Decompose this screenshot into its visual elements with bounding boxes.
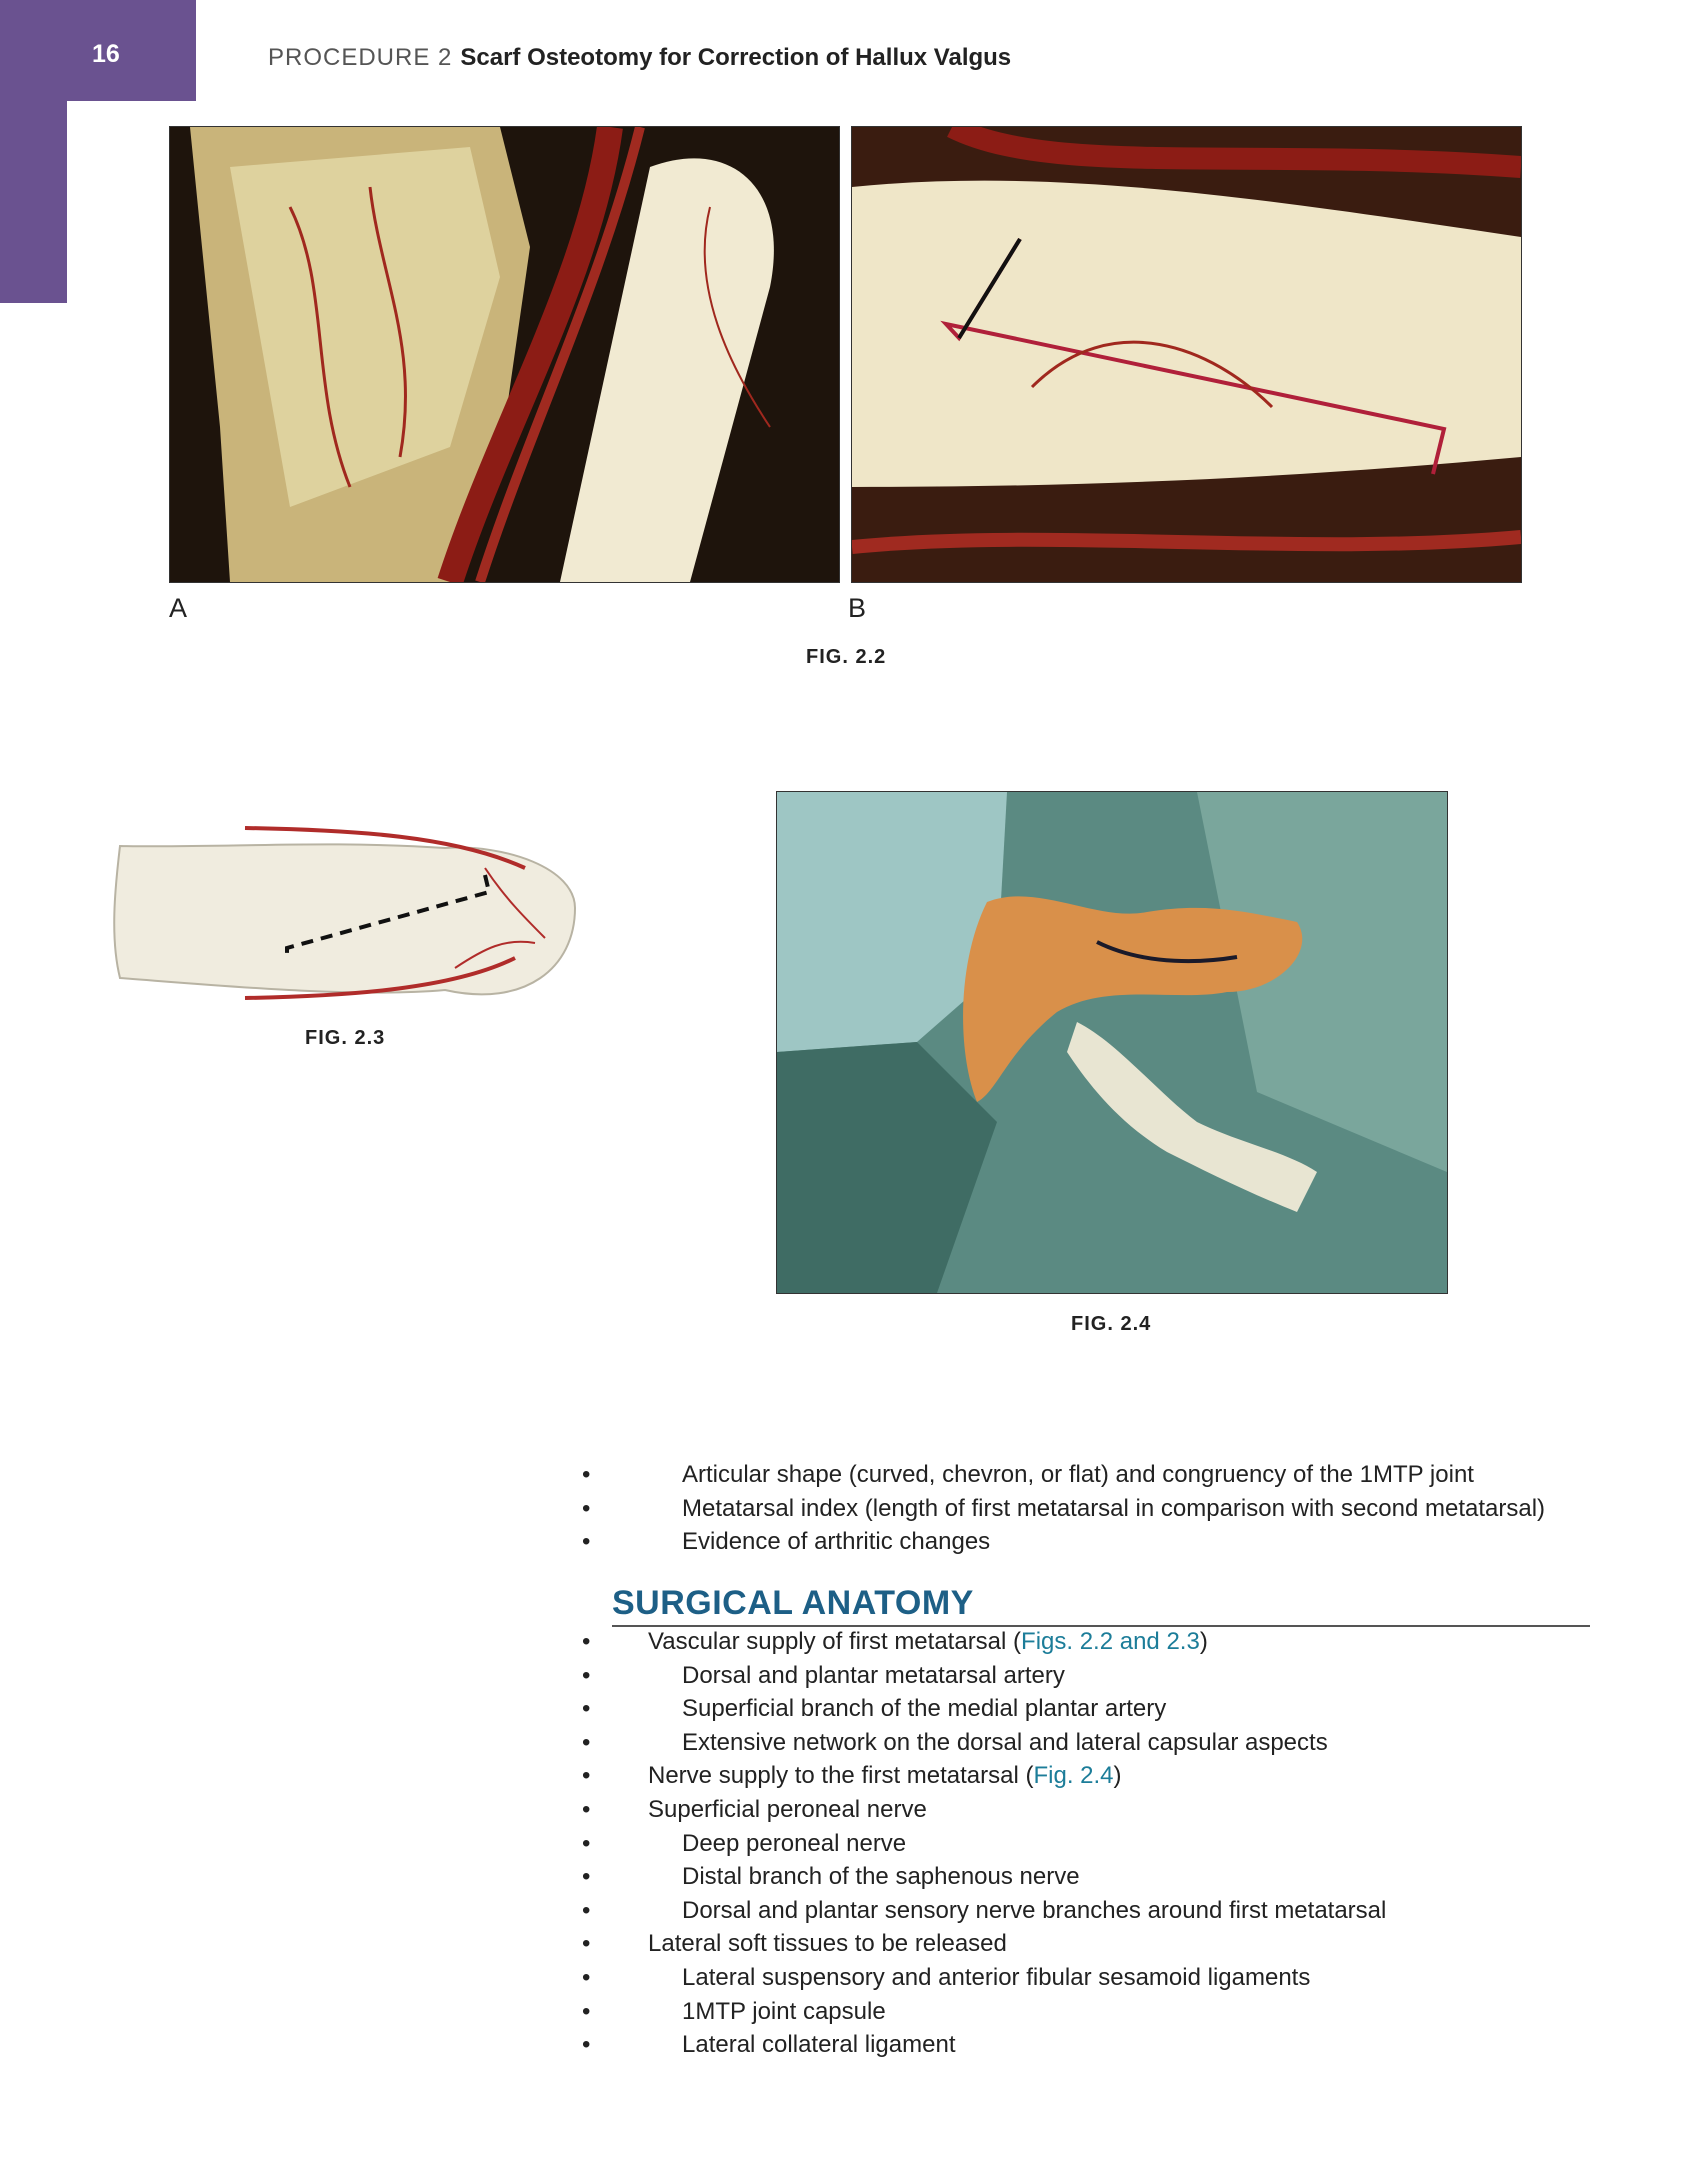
- list-item-vascular: [612, 1625, 1592, 1659]
- assessment-list: [612, 1458, 1592, 1559]
- figure-reference-link[interactable]: Fig. 2.4: [1033, 1762, 1114, 1790]
- fig-2-4-caption: FIG. 2.4: [1071, 1313, 1152, 1335]
- list-item: • Superficial branch of the medial plantar artery: [612, 1692, 1592, 1726]
- procedure-title: Scarf Osteotomy for Correction of Hallux Valgus: [460, 44, 1012, 71]
- nerve-close: ): [1113, 1762, 1122, 1790]
- list-item: • 1MTP joint capsule: [612, 1995, 1592, 2029]
- surgical-anatomy-list: [612, 1625, 1592, 2062]
- list-item: • Evidence of arthritic changes: [612, 1525, 1592, 1559]
- list-item: • Extensive network on the dorsal and lateral capsular aspects: [612, 1726, 1592, 1760]
- fig-2-2b-photo: [851, 126, 1522, 583]
- fig-2-4-photo: [776, 791, 1448, 1294]
- fig-2-2-panel-b-label: B: [848, 593, 867, 623]
- list-item: • Lateral suspensory and anterior fibular sesamoid ligaments: [612, 1961, 1592, 1995]
- vascular-close: ): [1199, 1628, 1208, 1655]
- list-item: • Dorsal and plantar sensory nerve branches around first metatarsal: [612, 1894, 1592, 1928]
- section-heading: SURGICAL ANATOMY: [612, 1583, 1590, 1627]
- list-item: • Dorsal and plantar metatarsal artery: [612, 1659, 1592, 1693]
- procedure-label: PROCEDURE 2: [268, 44, 453, 71]
- running-head: [268, 44, 1011, 72]
- list-item: • Deep peroneal nerve: [612, 1827, 1592, 1861]
- figure-reference-link[interactable]: Figs. 2.2 and 2.3: [1021, 1628, 1200, 1655]
- list-item: • Lateral collateral ligament: [612, 2028, 1592, 2062]
- list-item: • Articular shape (curved, chevron, or flat) and congruency of the 1MTP joint: [612, 1458, 1592, 1492]
- fig-2-3-caption: FIG. 2.3: [305, 1027, 386, 1049]
- page-tab-side: [0, 101, 67, 303]
- nerve-label: Nerve supply to the first metatarsal (: [648, 1762, 1034, 1790]
- list-item-nerve: [612, 1759, 1592, 1793]
- fig-2-2-caption: FIG. 2.2: [806, 646, 887, 668]
- list-item: • Distal branch of the saphenous nerve: [612, 1860, 1592, 1894]
- fig-2-2-panel-a-label: A: [169, 593, 188, 623]
- list-item: • Lateral soft tissues to be released: [612, 1927, 1592, 1961]
- list-item: • Metatarsal index (length of first metatarsal in comparison with second metatarsal): [612, 1492, 1592, 1526]
- fig-2-3-illustration: [105, 818, 585, 1008]
- vascular-label: Vascular supply of first metatarsal (: [648, 1628, 1022, 1655]
- fig-2-2a-photo: [169, 126, 840, 583]
- page-number: 16: [92, 40, 120, 68]
- list-item: • Superficial peroneal nerve: [612, 1793, 1592, 1827]
